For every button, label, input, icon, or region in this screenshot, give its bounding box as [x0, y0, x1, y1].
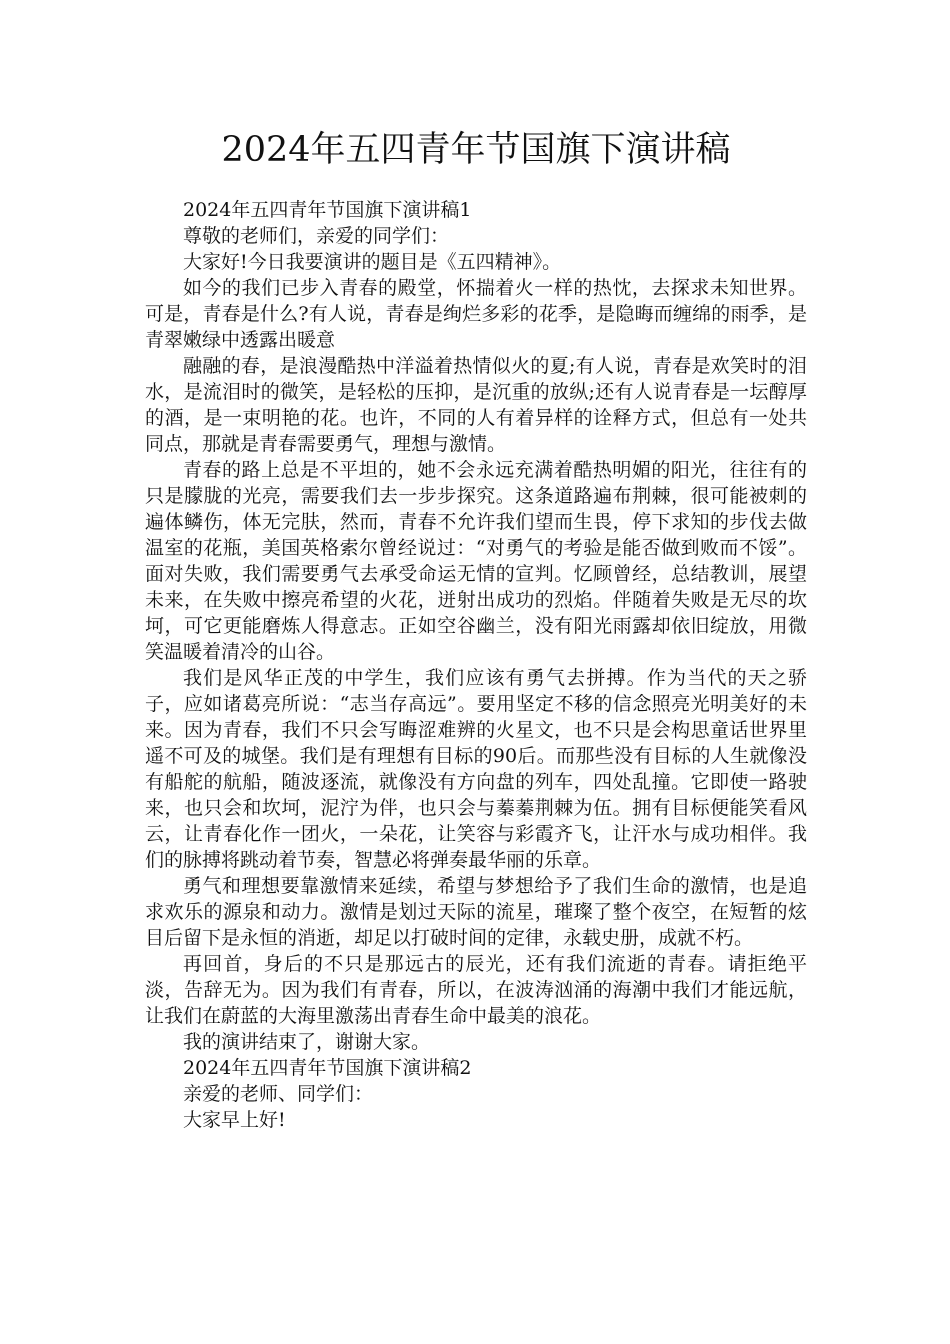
greeting: 大家好!今日我要演讲的题目是《五四精神》。 — [183, 251, 562, 273]
greeting: 大家早上好! — [183, 1109, 286, 1131]
paragraph: 勇气和理想要靠激情来延续，希望与梦想给予了我们生命的激情，也是追求欢乐的源泉和动力。激情是划过天际的流星，璀璨了整个夜空，在短暂的炫目后留下是永恒的消逝，却足以打破时间的定律，永载史册，成就不朽。 — [145, 875, 807, 949]
salutation: 尊敬的老师们，亲爱的同学们： — [183, 225, 450, 247]
document-body — [145, 197, 807, 1133]
paragraph: 再回首，身后的不只是那远古的辰光，还有我们流逝的青春。请拒绝平淡，告辞无为。因为我们有青春，所以，在波涛汹涌的海潮中我们才能远航，让我们在蔚蓝的大海里激荡出青春生命中最美的浪花。 — [145, 953, 807, 1027]
closing-line: 我的演讲结束了，谢谢大家。 — [183, 1031, 431, 1053]
speech-2-heading: 2024年五四青年节国旗下演讲稿2 — [183, 1057, 472, 1079]
paragraph: 融融的春，是浪漫酷热中洋溢着热情似火的夏;有人说，青春是欢笑时的泪水，是流泪时的微笑，是轻松的压抑，是沉重的放纵;还有人说青春是一坛醇厚的酒，是一束明艳的花。也许，不同的人有着异样的诠释方式，但总有一处共同点，那就是青春需要勇气，理想与激情。 — [145, 355, 807, 455]
paragraph: 如今的我们已步入青春的殿堂，怀揣着火一样的热忱，去探求未知世界。可是，青春是什么?有人说，青春是绚烂多彩的花季，是隐晦而缠绵的雨季，是青翠嫩绿中透露出暖意 — [145, 277, 807, 351]
document-title: 2024年五四青年节国旗下演讲稿 — [221, 130, 731, 170]
speech-1-heading: 2024年五四青年节国旗下演讲稿1 — [183, 199, 472, 221]
paragraph: 我们是风华正茂的中学生，我们应该有勇气去拼搏。作为当代的天之骄子，应如诸葛亮所说：“志当存高远”。要用坚定不移的信念照亮光明美好的未来。因为青春，我们不只会写晦涩难辨的火星文，也不只是会构思童话世界里遥不可及的城堡。我们是有理想有目标的90后。而那些没有目标的人生就像没有船舵的航船，随波逐流，就像没有方向盘的列车，四处乱撞。它即使一路驶来，也只会和坎坷，泥泞为伴，也只会与蓁蓁荆棘为伍。拥有目标便能笑看风云，让青春化作一团火，一朵花，让笑容与彩霞齐飞，让汗水与成功相伴。我们的脉搏将跳动着节奏，智慧必将弹奏最华丽的乐章。 — [145, 667, 807, 871]
salutation: 亲爱的老师、同学们： — [183, 1083, 374, 1105]
document-page — [145, 128, 807, 1133]
paragraph: 青春的路上总是不平坦的，她不会永远充满着酷热明媚的阳光，往往有的只是朦胧的光亮，需要我们去一步步探究。这条道路遍布荆棘，很可能被刺的遍体鳞伤，体无完肤，然而，青春不允许我们望而生畏，停下求知的步伐去做温室的花瓶，美国英格索尔曾经说过：“对勇气的考验是能否做到败而不馁”。面对失败，我们需要勇气去承受命运无情的宣判。忆顾曾经，总结教训，展望未来，在失败中擦亮希望的火花，迸射出成功的烈焰。伴随着失败是无尽的坎坷，可它更能磨炼人得意志。正如空谷幽兰，没有阳光雨露却依旧绽放，用微笑温暖着清冷的山谷。 — [145, 459, 807, 663]
